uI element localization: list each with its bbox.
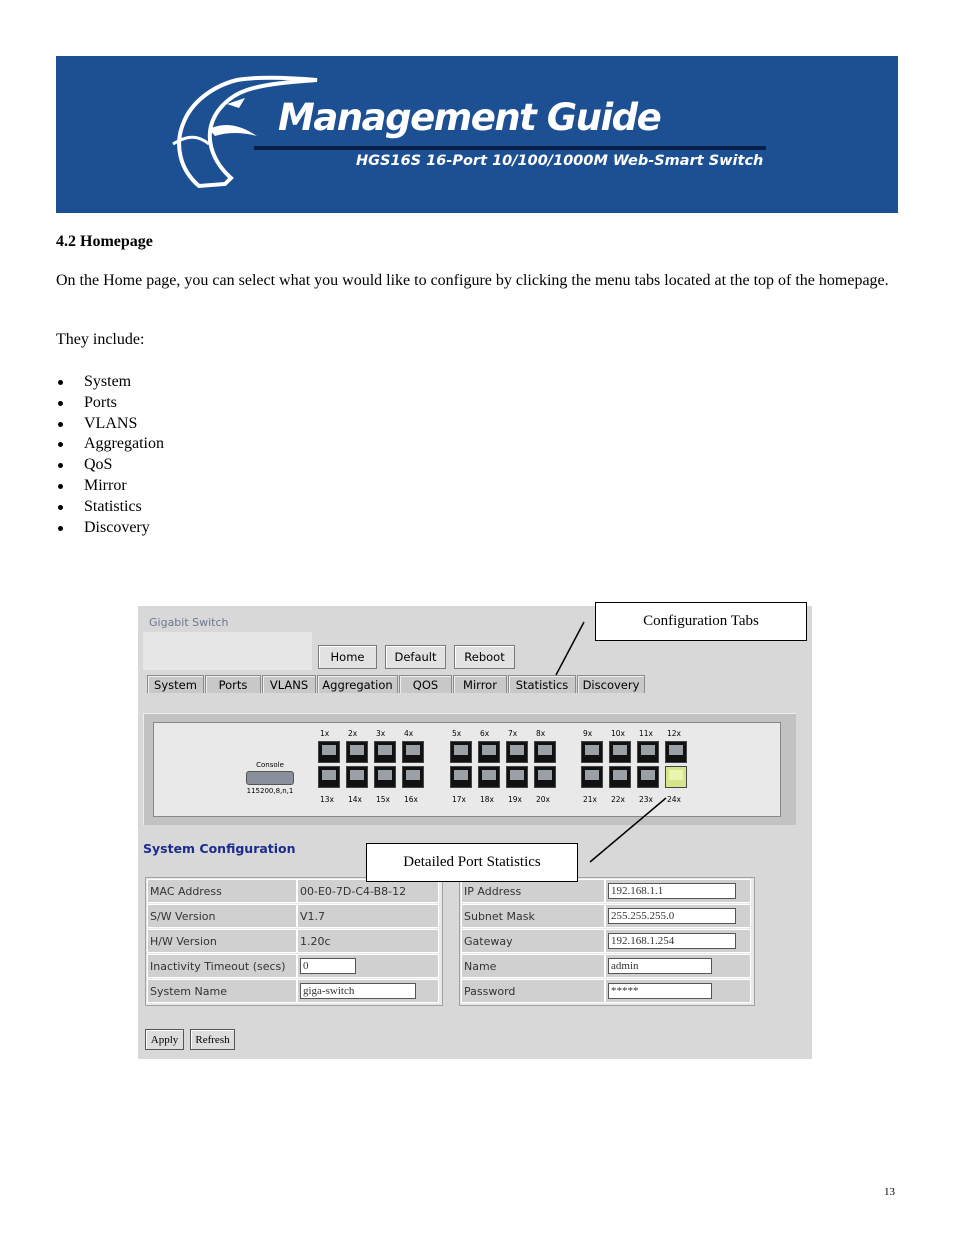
row-label: S/W Version [147, 904, 297, 928]
tab-statistics[interactable]: Statistics [508, 675, 576, 693]
port-label: 1x [320, 729, 330, 738]
port-label: 18x [480, 795, 494, 804]
port-stats-callout: Detailed Port Statistics [366, 843, 578, 882]
port-label: 8x [536, 729, 546, 738]
text-field[interactable]: 192.168.1.254 [608, 933, 736, 949]
tab-discovery[interactable]: Discovery [577, 675, 645, 693]
row-label: H/W Version [147, 929, 297, 953]
section-title: System Configuration [143, 841, 296, 856]
section-heading: 4.2 Homepage [56, 233, 153, 250]
list-item: QoS [56, 455, 164, 476]
list-item: Aggregation [56, 434, 164, 455]
list-item: Statistics [56, 497, 164, 518]
tab-mirror[interactable]: Mirror [453, 675, 507, 693]
text-field[interactable]: ***** [608, 983, 712, 999]
port-label: 22x [611, 795, 625, 804]
apply-button[interactable]: Apply [145, 1029, 184, 1050]
row-label: Gateway [461, 929, 605, 953]
port-label: 10x [611, 729, 625, 738]
intro-paragraph: On the Home page, you can select what you would like to configure by clicking the menu tabs located at the top of the homepage. [56, 272, 889, 289]
port-label: 17x [452, 795, 466, 804]
list-intro: They include: [56, 331, 145, 348]
tab-aggregation[interactable]: Aggregation [317, 675, 398, 693]
row-value-cell: 1.20c [297, 929, 439, 953]
text-field[interactable]: 0 [300, 958, 356, 974]
tab-qos[interactable]: QOS [399, 675, 452, 693]
port-label: 15x [376, 795, 390, 804]
port-label: 9x [583, 729, 593, 738]
text-field[interactable]: 255.255.255.0 [608, 908, 736, 924]
list-item: Discovery [56, 518, 164, 539]
row-label: Name [461, 954, 605, 978]
port-label: 14x [348, 795, 362, 804]
port-label: 7x [508, 729, 518, 738]
port-label: 4x [404, 729, 414, 738]
reboot-button[interactable]: Reboot [454, 645, 515, 669]
config-tabs-callout: Configuration Tabs [595, 602, 807, 641]
port-label: 23x [639, 795, 653, 804]
text-field[interactable]: admin [608, 958, 712, 974]
row-label: System Name [147, 979, 297, 1003]
list-item: Ports [56, 393, 164, 414]
port-label: 19x [508, 795, 522, 804]
tab-ports[interactable]: Ports [205, 675, 261, 693]
port-label: 11x [639, 729, 653, 738]
port-label: 24x [667, 795, 681, 804]
page-number: 13 [884, 1186, 895, 1198]
list-item: Mirror [56, 476, 164, 497]
refresh-button[interactable]: Refresh [190, 1029, 235, 1050]
port-label: 20x [536, 795, 550, 804]
port-label: 6x [480, 729, 490, 738]
row-label: Subnet Mask [461, 904, 605, 928]
console-label: Console [256, 761, 284, 769]
console-setting: 115200,8,n,1 [246, 787, 294, 795]
port-label: 16x [404, 795, 418, 804]
row-value-cell: 00-E0-7D-C4-B8-12 [297, 879, 439, 903]
text-field[interactable]: 192.168.1.1 [608, 883, 736, 899]
port-label: 12x [667, 729, 681, 738]
row-label: Inactivity Timeout (secs) [147, 954, 297, 978]
tab-system[interactable]: System [147, 675, 204, 693]
row-value-cell: V1.7 [297, 904, 439, 928]
home-button[interactable]: Home [318, 645, 377, 669]
banner-title: Management Guide [278, 96, 661, 139]
text-field[interactable]: giga-switch [300, 983, 416, 999]
port-stats-pointer [590, 798, 666, 862]
port-label: 2x [348, 729, 358, 738]
config-tabs-pointer [556, 622, 584, 675]
row-label: Password [461, 979, 605, 1003]
list-item: System [56, 372, 164, 393]
port-label: 13x [320, 795, 334, 804]
default-button[interactable]: Default [385, 645, 446, 669]
list-item: VLANS [56, 414, 164, 435]
tab-vlans[interactable]: VLANS [262, 675, 316, 693]
banner-subtitle: HGS16S 16-Port 10/100/1000M Web-Smart Switch [356, 153, 764, 169]
brand-label: Gigabit Switch [149, 616, 229, 629]
row-label: MAC Address [147, 879, 297, 903]
port-label: 21x [583, 795, 597, 804]
port-label: 3x [376, 729, 386, 738]
row-label: IP Address [461, 879, 605, 903]
port-label: 5x [452, 729, 462, 738]
